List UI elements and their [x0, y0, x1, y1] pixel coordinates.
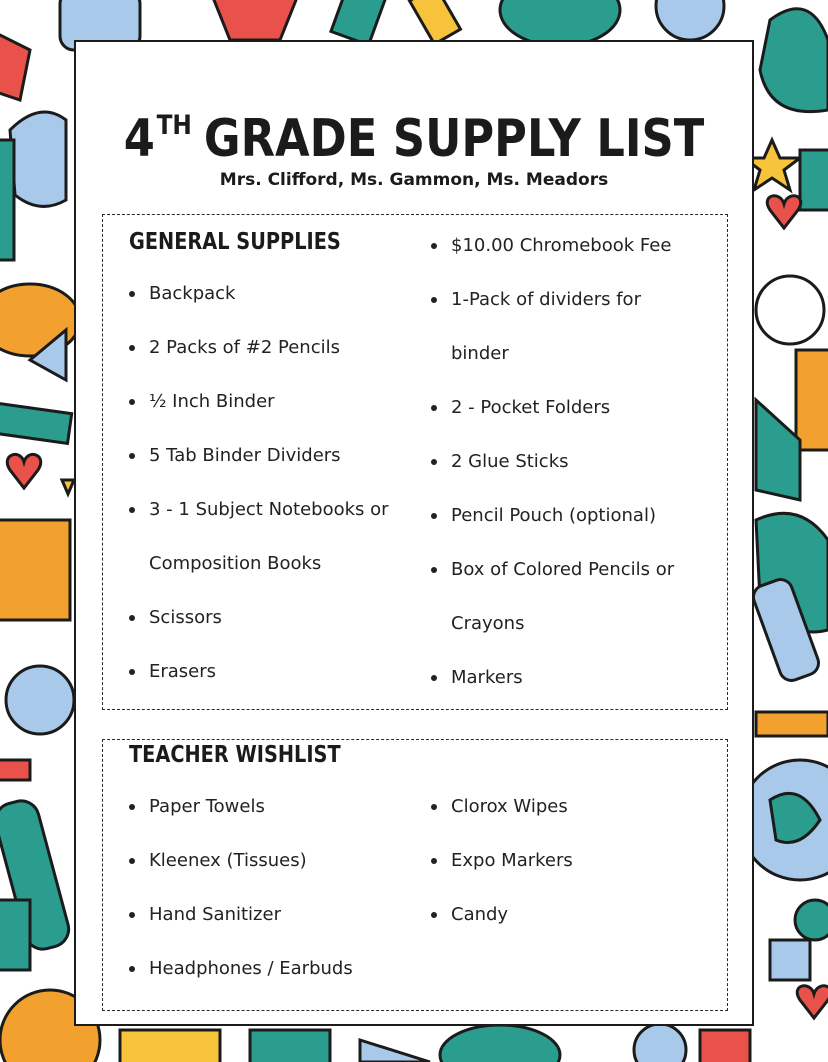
cup-icon: [0, 140, 14, 260]
chat-bubble-icon: [10, 112, 66, 206]
list-item: 3 - 1 Subject Notebooks or Composition Books: [129, 483, 404, 591]
list-item: 2 - Pocket Folders: [431, 381, 696, 435]
lamp-icon: [756, 400, 800, 500]
wishlist-right-list: [431, 780, 696, 942]
title-number: 4: [123, 109, 155, 169]
heart-icon: [797, 986, 828, 1018]
beaker-icon: [760, 9, 828, 112]
list-item: Scissors: [129, 591, 404, 645]
glue-icon: [0, 900, 30, 970]
pencil-icon: [120, 1030, 220, 1062]
teacher-wishlist-heading: TEACHER WISHLIST: [129, 742, 341, 768]
list-item: 2 Packs of #2 Pencils: [129, 321, 404, 375]
title-text: GRADE SUPPLY LIST: [203, 109, 705, 169]
list-item: Pencil Pouch (optional): [431, 489, 696, 543]
button-icon: [795, 900, 828, 940]
pencil-icon: [410, 0, 461, 44]
crayon-icon: [331, 0, 389, 45]
general-supplies-heading: GENERAL SUPPLIES: [129, 229, 341, 255]
general-supplies-right-list: [431, 219, 696, 705]
paper-plane-icon: [360, 1040, 430, 1062]
list-item: 1-Pack of dividers for binder: [431, 273, 696, 381]
heart-icon: [767, 196, 801, 228]
list-item: ½ Inch Binder: [129, 375, 404, 429]
pencil-icon: [756, 712, 828, 736]
alarm-clock-icon: [6, 666, 74, 734]
heart-icon: [7, 454, 41, 488]
list-item: 2 Glue Sticks: [431, 435, 696, 489]
general-supplies-left-list: [129, 267, 404, 699]
football-icon: [0, 284, 80, 356]
calculator-icon: [0, 520, 70, 620]
page-title: [123, 98, 704, 167]
eraser-icon: [0, 760, 30, 780]
list-item: Paper Towels: [129, 780, 404, 834]
wishlist-left-list: [129, 780, 404, 996]
teacher-names: Mrs. Clifford, Ms. Gammon, Ms. Meadors: [219, 170, 609, 190]
list-item: Headphones / Earbuds: [129, 942, 404, 996]
general-supplies-section: [102, 214, 728, 710]
shape-icon: [210, 0, 300, 40]
list-item: Erasers: [129, 645, 404, 699]
magnet-icon: [770, 940, 810, 980]
list-item: $10.00 Chromebook Fee: [431, 219, 696, 273]
alarm-clock-icon: [634, 1024, 686, 1062]
teacher-wishlist-section: [102, 739, 728, 1011]
list-item: Clorox Wipes: [431, 780, 696, 834]
supply-list-sheet: [74, 40, 754, 1026]
list-item: Hand Sanitizer: [129, 888, 404, 942]
list-item: Box of Colored Pencils or Crayons: [431, 543, 696, 651]
alarm-clock-icon: [656, 0, 724, 40]
star-icon: [62, 480, 74, 494]
list-item: Candy: [431, 888, 696, 942]
list-item: 5 Tab Binder Dividers: [129, 429, 404, 483]
house-icon: [0, 30, 30, 100]
marker-icon: [0, 403, 72, 444]
book-icon: [800, 150, 828, 210]
ruler-icon: [796, 350, 828, 450]
title-superscript: TH: [156, 110, 192, 141]
eraser-icon: [700, 1030, 750, 1062]
list-item: Kleenex (Tissues): [129, 834, 404, 888]
list-item: Markers: [431, 651, 696, 705]
list-item: Expo Markers: [431, 834, 696, 888]
book-icon: [250, 1030, 330, 1062]
paperclip-icon: [756, 276, 824, 344]
list-item: Backpack: [129, 267, 404, 321]
planet-icon: [440, 1025, 560, 1062]
